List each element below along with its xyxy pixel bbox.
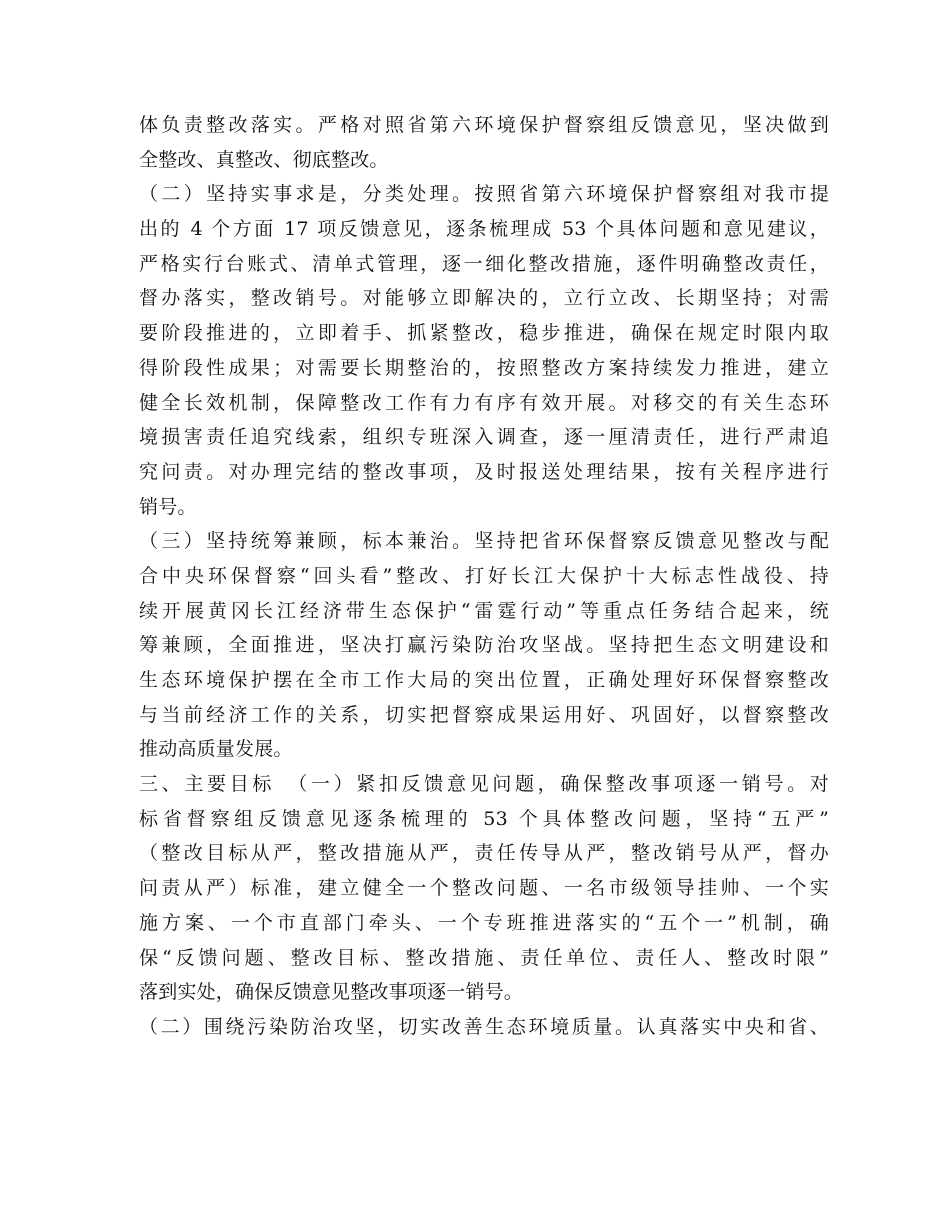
text-line: 出的 4 个方面 17 项反馈意见，逐条梳理成 53 个具体问题和意见建议， [139,218,829,241]
text-line: 筹兼顾，全面推进，坚决打赢污染防治攻坚战。坚持把生态文明建设和 [139,634,829,657]
text-line: 推动高质量发展。 [139,738,293,761]
text-line: 全整改、真整改、彻底整改。 [139,148,389,171]
text-line: （三）坚持统筹兼顾，标本兼治。坚持把省环保督察反馈意见整改与配 [139,530,829,553]
text-line: 得阶段性成果；对需要长期整治的，按照整改方案持续发力推进，建立 [139,356,829,379]
document-body [139,108,829,1045]
text-line: （整改目标从严，整改措施从严，责任传导从严，整改销号从严，督办 [139,842,829,865]
text-line: 生态环境保护摆在全市工作大局的突出位置，正确处理好环保督察整改 [139,669,829,691]
text-line: 三、主要目标 （一）紧扣反馈意见问题，确保整改事项逐一销号。对 [139,773,829,796]
text-line: 续开展黄冈长江经济带生态保护“雷霆行动”等重点任务结合起来，统 [139,599,829,622]
text-line: 体负责整改落实。严格对照省第六环境保护督察组反馈意见，坚决做到 [139,114,829,136]
text-line: （二）围绕污染防治攻坚，切实改善生态环境质量。认真落实中央和省、 [139,1015,829,1038]
text-line: 究问责。对办理完结的整改事项，及时报送处理结果，按有关程序进行 [139,460,829,483]
text-line: 严格实行台账式、清单式管理，逐一细化整改措施，逐件明确整改责任， [139,252,829,275]
text-line: （二）坚持实事求是，分类处理。按照省第六环境保护督察组对我市提 [139,183,829,206]
text-line: 合中央环保督察“回头看”整改、打好长江大保护十大标志性战役、持 [139,564,829,587]
text-line: 标省督察组反馈意见逐条梳理的 53 个具体整改问题，坚持“五严” [139,807,829,830]
text-line: 落到实处，确保反馈意见整改事项逐一销号。 [139,981,524,1004]
text-line: 销号。 [139,495,197,518]
text-line: 与当前经济工作的关系，切实把督察成果运用好、巩固好，以督察整改 [139,703,829,726]
text-line: 问责从严）标准，建立健全一个整改问题、一名市级领导挂帅、一个实 [139,877,829,900]
text-line: 督办落实，整改销号。对能够立即解决的，立行立改、长期坚持；对需 [139,287,829,310]
text-line: 施方案、一个市直部门牵头、一个专班推进落实的“五个一”机制，确 [139,911,829,934]
text-line: 要阶段推进的，立即着手、抓紧整改，稳步推进，确保在规定时限内取 [139,322,829,345]
text-line: 健全长效机制，保障整改工作有力有序有效开展。对移交的有关生态环 [139,391,829,414]
text-line: 保“反馈问题、整改目标、整改措施、责任单位、责任人、整改时限” [139,946,829,969]
text-line: 境损害责任追究线索，组织专班深入调查，逐一厘清责任，进行严肃追 [139,426,829,449]
